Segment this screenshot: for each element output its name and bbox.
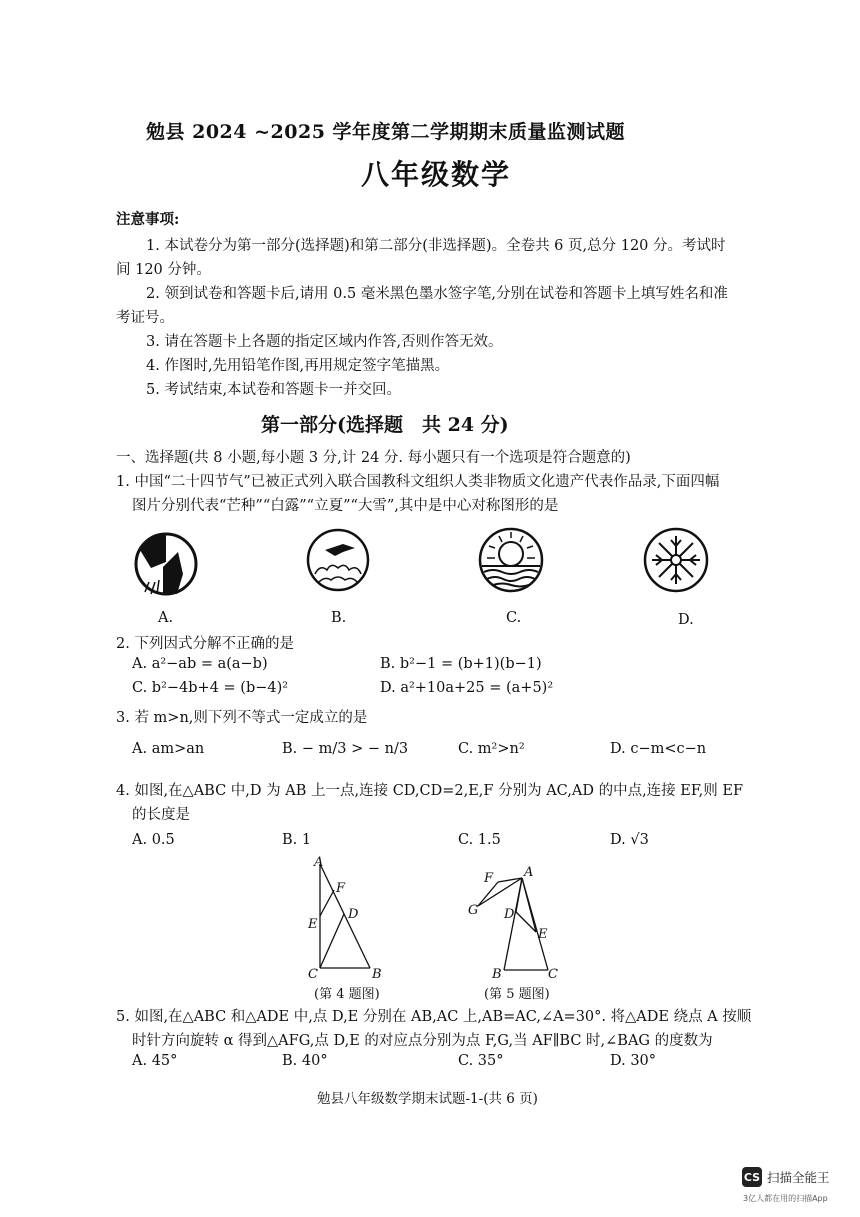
q4-stem-line2: 的长度是	[132, 807, 190, 823]
q1-option-d[interactable]: D.	[678, 612, 694, 628]
notice-line: 考证号。	[116, 310, 174, 326]
q1-option-c[interactable]: C.	[506, 610, 522, 626]
scanner-tagline: 3亿人都在用的扫描App	[743, 1194, 828, 1203]
notice-line: 3. 请在答题卡上各题的指定区域内作答,否则作答无效。	[146, 334, 503, 350]
lixia-icon	[475, 520, 547, 600]
q5-option-d[interactable]: D. 30°	[610, 1053, 657, 1069]
q2-option-c[interactable]: C. b²−4b+4 = (b−4)²	[132, 680, 289, 696]
bailu-icon	[305, 522, 371, 598]
notice-line: 5. 考试结束,本试卷和答题卡一并交回。	[146, 382, 402, 398]
exam-title: 勉县 2024 ~2025 学年度第二学期期末质量监测试题	[146, 121, 626, 143]
svg-text:A: A	[314, 855, 324, 870]
svg-text:B: B	[492, 967, 502, 982]
q5-option-a[interactable]: A. 45°	[132, 1053, 178, 1069]
q3-option-c[interactable]: C. m²>n²	[458, 741, 525, 757]
q1-option-b[interactable]: B.	[331, 610, 347, 626]
page-footer: 勉县八年级数学期末试题-1-(共 6 页)	[317, 1091, 538, 1107]
svg-text:B: B	[372, 967, 382, 982]
notice-line: 4. 作图时,先用铅笔作图,再用规定签字笔描黑。	[146, 358, 450, 374]
notice-line: 间 120 分钟。	[116, 262, 211, 278]
notice-line: 2. 领到试卷和答题卡后,请用 0.5 毫米黑色墨水签字笔,分别在试卷和答题卡上填写姓名和准	[146, 286, 728, 302]
q1-option-a[interactable]: A.	[158, 610, 174, 626]
part1-heading: 第一部分(选择题 共 24 分)	[261, 414, 509, 436]
q2-option-d[interactable]: D. a²+10a+25 = (a+5)²	[380, 680, 554, 696]
scanner-name: 扫描全能王	[767, 1170, 830, 1185]
q4-option-d[interactable]: D. √3	[610, 832, 649, 848]
q3-option-d[interactable]: D. c−m<c−n	[610, 741, 707, 757]
section-heading: 一、选择题(共 8 小题,每小题 3 分,计 24 分. 每小题只有一个选项是符合题意的)	[116, 450, 631, 466]
svg-text:E: E	[308, 917, 318, 932]
q2-option-b[interactable]: B. b²−1 = (b+1)(b−1)	[380, 656, 542, 672]
q4-triangle-figure	[300, 852, 390, 982]
svg-text:D: D	[348, 907, 359, 922]
scanner-watermark	[742, 1167, 830, 1187]
q2-option-a[interactable]: A. a²−ab = a(a−b)	[132, 656, 268, 672]
q4-option-b[interactable]: B. 1	[282, 832, 312, 848]
q5-option-c[interactable]: C. 35°	[458, 1053, 504, 1069]
q3-stem: 3. 若 m>n,则下列不等式一定成立的是	[116, 710, 368, 726]
q4-option-a[interactable]: A. 0.5	[132, 832, 175, 848]
daxue-icon	[640, 520, 712, 600]
q5-stem-line2: 时针方向旋转 α 得到△AFG,点 D,E 的对应点分别为点 F,G,当 AF∥BC 时,∠BAG 的度数为	[132, 1033, 713, 1049]
q5-option-b[interactable]: B. 40°	[282, 1053, 328, 1069]
q4-option-c[interactable]: C. 1.5	[458, 832, 501, 848]
svg-text:E: E	[538, 927, 548, 942]
q5-triangle-figure	[464, 862, 564, 982]
camscanner-logo-icon: CS	[742, 1167, 762, 1187]
q2-stem: 2. 下列因式分解不正确的是	[116, 636, 294, 652]
q1-stem-line2: 图片分别代表“芒种”“白露”“立夏”“大雪”,其中是中心对称图形的是	[132, 498, 559, 514]
notice-line: 1. 本试卷分为第一部分(选择题)和第二部分(非选择题)。全卷共 6 页,总分 120 分。考试时	[146, 238, 726, 254]
q3-option-a[interactable]: A. am>an	[132, 741, 205, 757]
q1-stem-line1: 1. 中国“二十四节气”已被正式列入联合国教科文组织人类非物质文化遗产代表作品录,下面四幅	[116, 474, 720, 490]
svg-text:F: F	[336, 881, 346, 896]
svg-text:A: A	[524, 865, 534, 880]
q4-figure-caption: (第 4 题图)	[314, 987, 380, 1002]
svg-text:C: C	[548, 967, 558, 982]
svg-text:G: G	[468, 903, 479, 918]
notice-heading: 注意事项:	[116, 211, 180, 228]
q5-stem-line1: 5. 如图,在△ABC 和△ADE 中,点 D,E 分别在 AB,AC 上,AB=AC,∠A=30°. 将△ADE 绕点 A 按顺	[116, 1009, 752, 1025]
q3-option-b[interactable]: B. − m/3 > − n/3	[282, 741, 409, 757]
mangzhong-icon	[133, 522, 199, 606]
svg-text:D: D	[504, 907, 515, 922]
svg-text:F: F	[484, 871, 494, 886]
exam-subtitle: 八年级数学	[361, 158, 512, 191]
svg-text:C: C	[308, 967, 318, 982]
q4-stem-line1: 4. 如图,在△ABC 中,D 为 AB 上一点,连接 CD,CD=2,E,F 分别为 AC,AD 的中点,连接 EF,则 EF	[116, 783, 744, 799]
q5-figure-caption: (第 5 题图)	[484, 987, 550, 1002]
